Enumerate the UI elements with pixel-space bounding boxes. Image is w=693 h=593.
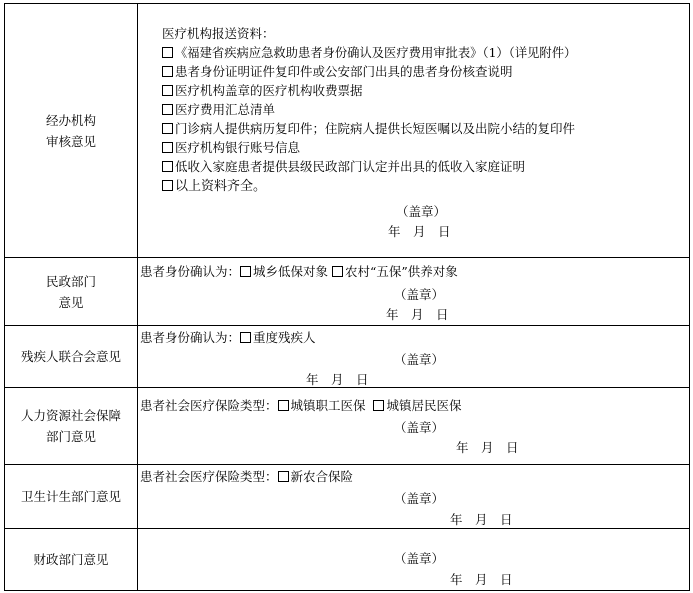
content-hr-social-security — [138, 388, 690, 465]
content-disabled-federation — [138, 326, 690, 388]
material-item-3[interactable]: 医疗机构盖章的医疗机构收费票据 — [162, 83, 363, 99]
label-line: 民政部门 — [45, 273, 96, 289]
label-line: 意见 — [58, 294, 84, 310]
date-label: 年 月 日 — [388, 224, 451, 239]
label-hr-social-security — [5, 388, 138, 465]
row-health-family-planning — [5, 465, 690, 529]
material-item-7[interactable]: 低收入家庭患者提供县级民政部门认定并出具的低收入家庭证明 — [162, 159, 525, 175]
label-line: 审核意见 — [45, 133, 96, 149]
label-line: 经办机构 — [45, 112, 96, 128]
approval-form-table — [4, 3, 690, 591]
insurance-prompt: 患者社会医疗保险类型： 新农合保险 — [140, 469, 354, 484]
row-finance — [5, 529, 690, 591]
identity-prompt: 患者身份确认为： 重度残疾人 — [140, 330, 316, 345]
label-line: 部门意见 — [45, 429, 96, 444]
label-civil-affairs — [5, 258, 138, 326]
row-disabled-federation — [5, 326, 690, 388]
checkbox[interactable] — [162, 66, 173, 77]
checkbox[interactable] — [332, 266, 343, 277]
checkbox[interactable] — [278, 471, 289, 482]
identity-prompt: 患者身份确认为： 城乡低保对象 农村“五保”供养对象 — [140, 264, 458, 279]
stamp-label: （盖章） — [394, 551, 445, 566]
material-item-4[interactable]: 医疗费用汇总清单 — [162, 102, 275, 118]
material-item-6[interactable]: 医疗机构银行账号信息 — [162, 140, 300, 156]
checkbox[interactable] — [240, 266, 251, 277]
checkbox[interactable] — [373, 400, 384, 411]
material-item-8[interactable]: 以上资料齐全。 — [162, 178, 266, 194]
label-line: 卫生计生部门意见 — [20, 489, 121, 504]
row-agency-review — [5, 4, 690, 258]
date-label: 年 月 日 — [450, 572, 513, 587]
materials-heading: 医疗机构报送资料： — [162, 26, 275, 41]
label-disabled-federation — [5, 326, 138, 388]
date-label: 年 月 日 — [306, 372, 369, 387]
checkbox[interactable] — [162, 104, 173, 115]
label-agency-review — [5, 4, 138, 258]
label-finance — [5, 529, 138, 591]
label-line: 残疾人联合会意见 — [20, 349, 121, 364]
checkbox[interactable] — [162, 47, 173, 58]
row-hr-social-security — [5, 388, 690, 465]
stamp-label: （盖章） — [394, 287, 445, 302]
label-health-family-planning — [5, 465, 138, 529]
stamp-label: （盖章） — [394, 352, 445, 367]
checkbox[interactable] — [162, 85, 173, 96]
material-item-5[interactable]: 门诊病人提供病历复印件；住院病人提供长短医嘱以及出院小结的复印件 — [162, 121, 575, 137]
date-label: 年 月 日 — [450, 512, 513, 527]
checkbox[interactable] — [162, 161, 173, 172]
material-item-1[interactable]: 《福建省疾病应急救助患者身份确认及医疗费用审批表》（1）（详见附件） — [162, 45, 576, 61]
stamp-label: （盖章） — [394, 420, 445, 435]
checkbox[interactable] — [240, 332, 251, 343]
label-line: 人力资源社会保障 — [20, 408, 121, 423]
content-health-family-planning — [138, 465, 690, 529]
content-agency-review — [138, 4, 690, 258]
stamp-label: （盖章） — [394, 491, 445, 506]
checkbox[interactable] — [278, 400, 289, 411]
insurance-prompt: 患者社会医疗保险类型： 城镇职工医保 城镇居民医保 — [140, 398, 462, 413]
row-civil-affairs — [5, 258, 690, 326]
checkbox[interactable] — [162, 142, 173, 153]
content-civil-affairs — [138, 258, 690, 326]
date-label: 年 月 日 — [456, 440, 519, 455]
date-label: 年 月 日 — [386, 307, 449, 322]
stamp-label: （盖章） — [396, 204, 447, 219]
checkbox[interactable] — [162, 180, 173, 191]
material-item-2[interactable]: 患者身份证明证件复印件或公安部门出具的患者身份核查说明 — [162, 64, 513, 80]
checkbox[interactable] — [162, 123, 173, 134]
content-finance — [138, 529, 690, 591]
label-line: 财政部门意见 — [33, 552, 109, 567]
